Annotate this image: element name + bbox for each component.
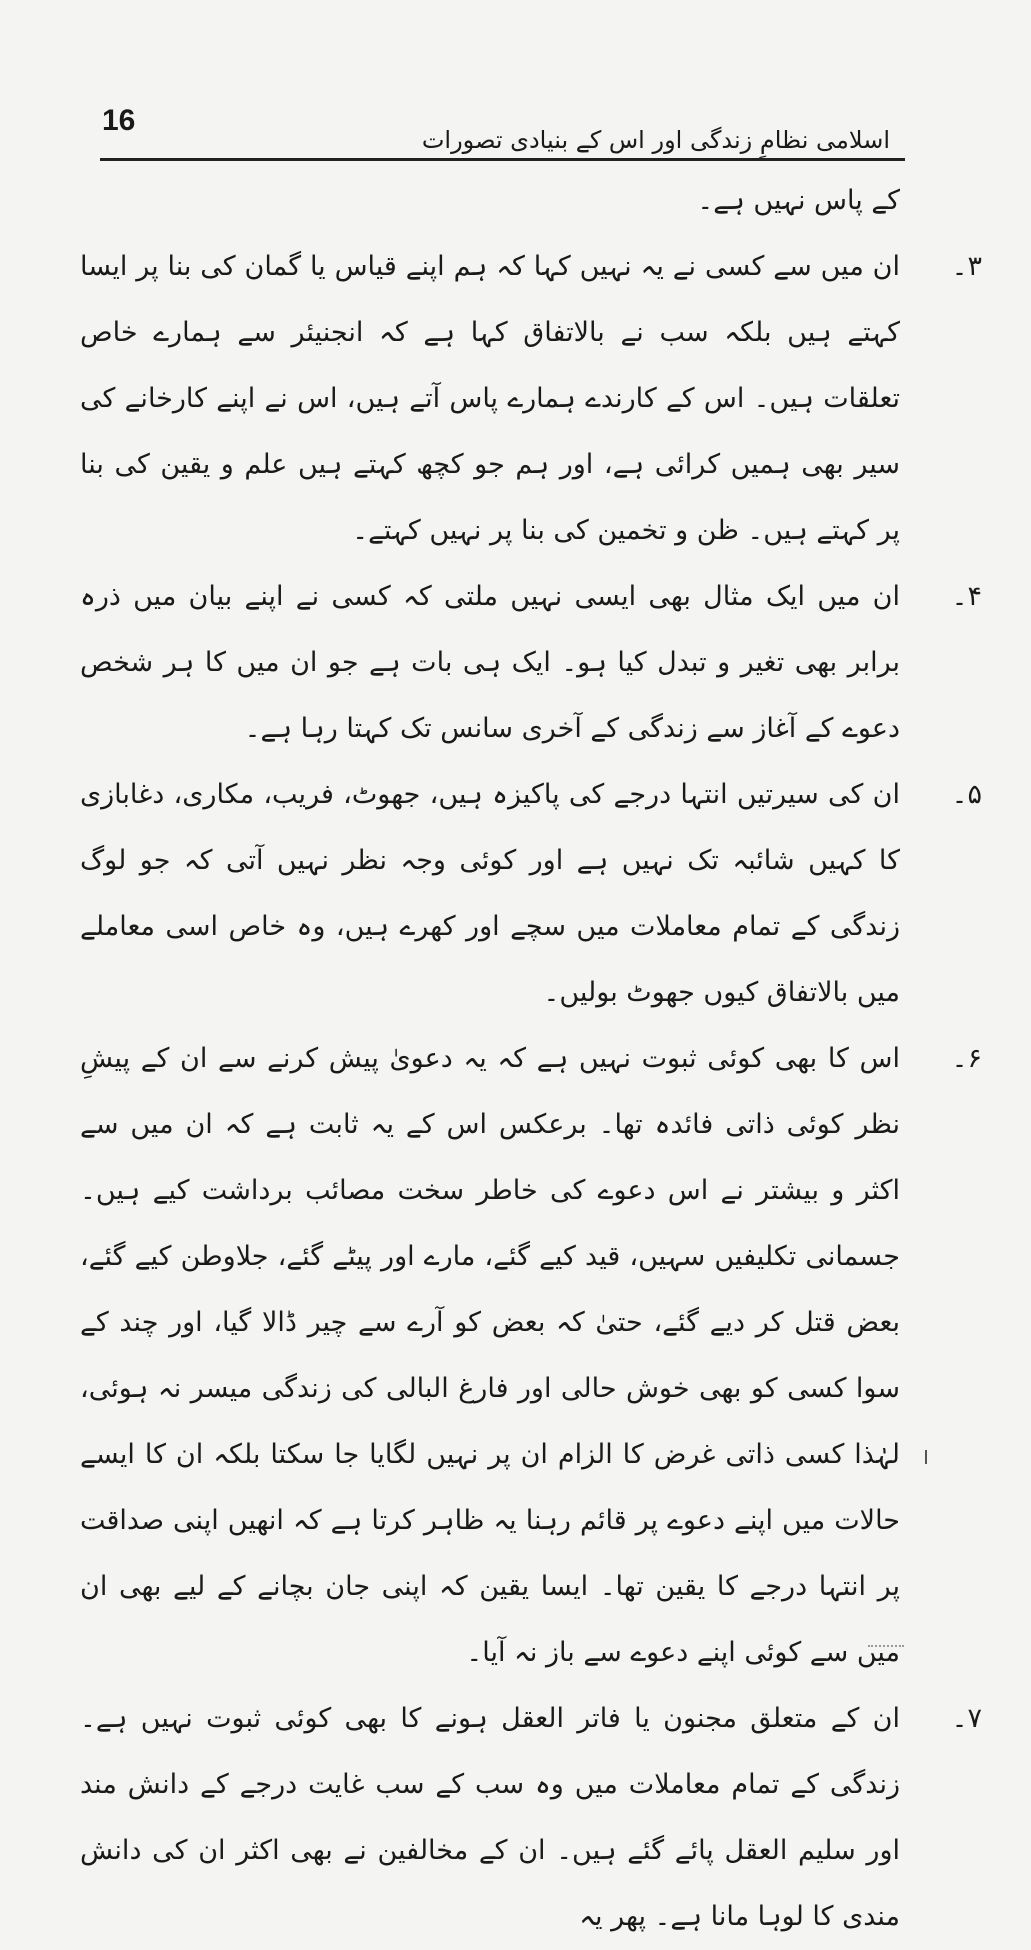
page-body	[80, 168, 982, 1950]
numbered-item-6	[80, 1026, 982, 1686]
item-text: ان کے متعلق مجنون یا فاتر العقل ہونے کا بھی کوئی ثبوت نہیں ہے۔ زندگی کے تمام معاملات میں وہ سب کے سب غایت درجے کے دانش مند اور سلیم العقل پائے گئے ہیں۔ ان کے مخالفین نے بھی اکثر ان کی دانش مندی کا لوہا مانا ہے۔ پھر یہ	[80, 1703, 900, 1932]
page-number: 16	[102, 104, 136, 137]
continuation-line: کے پاس نہیں ہے۔	[697, 185, 900, 216]
item-text: ان میں سے کسی نے یہ نہیں کہا کہ ہم اپنے قیاس یا گمان کی بنا پر ایسا کہتے ہیں بلکہ سب نے بالاتفاق کہا ہے کہ انجنیئر سے ہمارے خاص تعلقات ہیں۔ اس کے کارندے ہمارے پاس آتے ہیں، اس نے اپنے کارخانے کی سیر بھی ہمیں کرائی ہے، اور ہم جو کچھ کہتے ہیں علم و یقین کی بنا پر کہتے ہیں۔ ظن و تخمین کی بنا پر نہیں کہتے۔	[80, 251, 900, 546]
footer-dash	[868, 1645, 904, 1649]
item-number: ۷۔	[951, 1703, 982, 1734]
numbered-item-5	[80, 762, 982, 1026]
item-text: ان کی سیرتیں انتہا درجے کی پاکیزہ ہیں، جھوٹ، فریب، مکاری، دغابازی کا کہیں شائبہ تک نہیں ہے اور کوئی وجہ نظر نہیں آتی کہ جو لوگ زندگی کے تمام معاملات میں سچے اور کھرے ہیں، وہ خاص اسی معاملے میں بالاتفاق کیوں جھوٹ بولیں۔	[80, 779, 900, 1008]
numbered-item-3	[80, 234, 982, 564]
margin-mark	[925, 1450, 927, 1464]
item-text: ان میں ایک مثال بھی ایسی نہیں ملتی کہ کسی نے اپنے بیان میں ذرہ برابر بھی تغیر و تبدل کیا ہو۔ ایک ہی بات ہے جو ان میں کا ہر شخص دعوے کے آغاز سے زندگی کے آخری سانس تک کہتا رہا ہے۔	[80, 581, 900, 744]
item-number: ۵۔	[951, 779, 982, 810]
numbered-item-4	[80, 564, 982, 762]
numbered-item-7	[80, 1686, 982, 1950]
item-text: اس کا بھی کوئی ثبوت نہیں ہے کہ یہ دعویٰ پیش کرنے سے ان کے پیشِ نظر کوئی ذاتی فائدہ تھا۔ برعکس اس کے یہ ثابت ہے کہ ان میں سے اکثر و بیشتر نے اس دعوے کی خاطر سخت مصائب برداشت کیے ہیں۔ جسمانی تکلیفیں سہیں، قید کیے گئے، مارے اور پیٹے گئے، جلاوطن کیے گئے، بعض قتل کر دیے گئے، حتیٰ کہ بعض کو آرے سے چیر ڈالا گیا، اور چند کے سوا کسی کو بھی خوش حالی اور فارغ البالی کی زندگی میسر نہ ہوئی، لہٰذا کسی ذاتی غرض کا الزام ان پر نہیں لگایا جا سکتا بلکہ ان کا ایسے حالات میں اپنے دعوے پر قائم رہنا یہ ظاہر کرتا ہے کہ انھیں اپنی صداقت پر انتہا درجے کا یقین تھا۔ ایسا یقین کہ اپنی جان بچانے کے لیے بھی ان میں سے کوئی اپنے دعوے سے باز نہ آیا۔	[80, 1043, 900, 1668]
item-number: ۶۔	[951, 1043, 982, 1074]
page-header	[100, 104, 900, 154]
item-number: ۳۔	[951, 251, 982, 282]
running-title: اسلامی نظامِ زندگی اور اس کے بنیادی تصورات	[421, 126, 890, 154]
item-number: ۴۔	[951, 581, 982, 612]
header-rule	[100, 158, 905, 161]
